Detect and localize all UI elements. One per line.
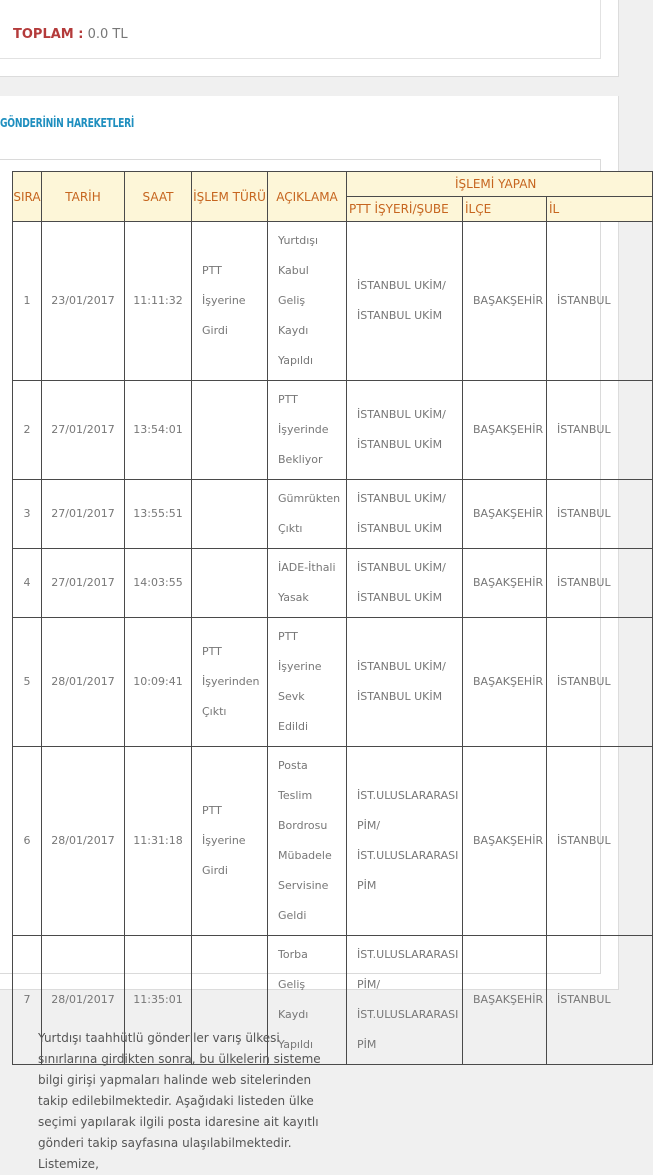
cell-aciklama: Gümrükten Çıktı [268, 480, 347, 549]
cell-islem-turu: PTT İşyerine Girdi [192, 747, 268, 936]
cell-aciklama: PTT İşyerine Sevk Edildi [268, 618, 347, 747]
cell-saat: 13:54:01 [125, 381, 192, 480]
cell-sira: 1 [13, 222, 42, 381]
cell-aciklama: PTT İşyerinde Bekliyor [268, 381, 347, 480]
cell-isyeri: İSTANBUL UKİM/ İSTANBUL UKİM [347, 618, 463, 747]
cell-islem-turu: PTT İşyerine Girdi [192, 222, 268, 381]
table-row [13, 381, 653, 480]
cell-sira: 7 [13, 936, 42, 1065]
cell-ilce: BAŞAKŞEHİR [463, 381, 547, 480]
total-panel [0, 0, 619, 77]
cell-ilce: BAŞAKŞEHİR [463, 480, 547, 549]
cell-isyeri: İSTANBUL UKİM/ İSTANBUL UKİM [347, 381, 463, 480]
header-aciklama: AÇIKLAMA [268, 172, 347, 222]
cell-islem-turu: PTT İşyerinden Çıktı [192, 618, 268, 747]
cell-sira: 3 [13, 480, 42, 549]
total-label: TOPLAM : [13, 27, 84, 42]
cell-saat: 11:35:01 [125, 936, 192, 1065]
movements-panel [0, 96, 619, 1051]
cell-aciklama: Torba Geliş Kaydı Yapıldı [268, 936, 347, 1065]
cell-sira: 6 [13, 747, 42, 936]
cell-tarih: 28/01/2017 [42, 936, 125, 1065]
cell-tarih: 28/01/2017 [42, 618, 125, 747]
cell-tarih: 27/01/2017 [42, 549, 125, 618]
cell-ilce: BAŞAKŞEHİR [463, 222, 547, 381]
table-row [13, 480, 653, 549]
cell-il: İSTANBUL [547, 480, 653, 549]
cell-tarih: 23/01/2017 [42, 222, 125, 381]
cell-il: İSTANBUL [547, 222, 653, 381]
cell-islem-turu [192, 381, 268, 480]
cell-saat: 11:31:18 [125, 747, 192, 936]
cell-il: İSTANBUL [547, 381, 653, 480]
table-row [13, 549, 653, 618]
header-isyeri: PTT İŞYERİ/ŞUBE [347, 197, 463, 222]
cell-saat: 11:11:32 [125, 222, 192, 381]
section-title: GÖNDERİNİN HAREKETLERİ [0, 116, 135, 130]
cell-isyeri: İSTANBUL UKİM/ İSTANBUL UKİM [347, 222, 463, 381]
cell-isyeri: İST.ULUSLARARASI PİM/ İST.ULUSLARARASI PİM [347, 747, 463, 936]
cell-saat: 10:09:41 [125, 618, 192, 747]
cell-il: İSTANBUL [547, 747, 653, 936]
total-line [13, 27, 128, 42]
cell-saat: 13:55:51 [125, 480, 192, 549]
movements-table [12, 171, 653, 1065]
cell-saat: 14:03:55 [125, 549, 192, 618]
cell-ilce: BAŞAKŞEHİR [463, 936, 547, 1065]
cell-sira: 4 [13, 549, 42, 618]
header-islemi-yapan: İŞLEMİ YAPAN [347, 172, 653, 197]
total-value: 0.0 TL [87, 27, 128, 42]
cell-il: İSTANBUL [547, 549, 653, 618]
header-ilce: İLÇE [463, 197, 547, 222]
header-sira: SIRA [13, 172, 42, 222]
cell-il: İSTANBUL [547, 618, 653, 747]
header-saat: SAAT [125, 172, 192, 222]
table-row [13, 618, 653, 747]
cell-isyeri: İSTANBUL UKİM/ İSTANBUL UKİM [347, 549, 463, 618]
header-islem-turu: İŞLEM TÜRÜ [192, 172, 268, 222]
cell-aciklama: İADE-İthali Yasak [268, 549, 347, 618]
total-box [0, 0, 601, 59]
cell-aciklama: Posta Teslim Bordrosu Mübadele Servisine Geldi [268, 747, 347, 936]
header-tarih: TARİH [42, 172, 125, 222]
cell-ilce: BAŞAKŞEHİR [463, 549, 547, 618]
cell-ilce: BAŞAKŞEHİR [463, 618, 547, 747]
cell-tarih: 27/01/2017 [42, 480, 125, 549]
header-il: İL [547, 197, 653, 222]
cell-il: İSTANBUL [547, 936, 653, 1065]
cell-islem-turu [192, 480, 268, 549]
cell-tarih: 27/01/2017 [42, 381, 125, 480]
cell-sira: 5 [13, 618, 42, 747]
cell-isyeri: İSTANBUL UKİM/ İSTANBUL UKİM [347, 480, 463, 549]
cell-isyeri: İST.ULUSLARARASI PİM/ İST.ULUSLARARASI PİM [347, 936, 463, 1065]
cell-ilce: BAŞAKŞEHİR [463, 747, 547, 936]
cell-sira: 2 [13, 381, 42, 480]
cell-islem-turu [192, 549, 268, 618]
movements-table-wrapper [0, 159, 611, 1051]
cell-aciklama: Yurtdışı Kabul Geliş Kaydı Yapıldı [268, 222, 347, 381]
info-paragraph: Yurtdışı taahhütlü gönderiler varış ülkesi sınırlarına girdikten sonra, bu ülkelerin sisteme bilgi girişi yapmaları halinde web sitelerinden takip edilebilmektedir. Aşağıdaki listeden ülke seçimi yapılarak ilgili posta idaresine ait kayıtlı gönderi takip sayfasına ulaşılabilmektedir. Listemize, [38, 1031, 321, 1171]
table-row [13, 747, 653, 936]
cell-tarih: 28/01/2017 [42, 747, 125, 936]
table-row [13, 222, 653, 381]
